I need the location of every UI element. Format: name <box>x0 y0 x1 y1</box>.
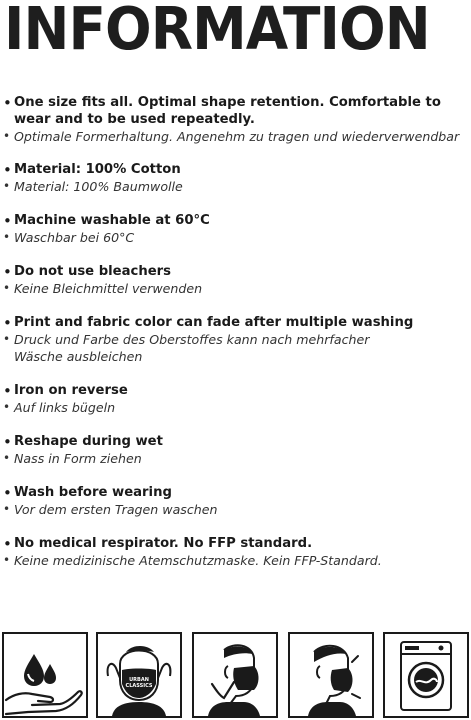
info-text-de: • Nass in Form ziehen <box>14 450 471 467</box>
list-item <box>0 535 471 569</box>
info-text-de: • Material: 100% Baumwolle <box>14 178 471 195</box>
info-text-en: • Iron on reverse <box>14 383 128 398</box>
info-text-en: • One size fits all. Optimal shape retention. Comfortable to wear and to be used repeatedly. <box>14 95 441 127</box>
info-text-de: • Vor dem ersten Tragen waschen <box>14 501 471 518</box>
info-text-en: • Material: 100% Cotton <box>14 162 181 177</box>
info-text-en: • Machine washable at 60°C <box>14 213 210 228</box>
info-text-en: • Wash before wearing <box>14 485 172 500</box>
info-text-en: • No medical respirator. No FFP standard. <box>14 536 313 551</box>
list-item <box>0 263 471 297</box>
care-icons-row <box>0 632 471 720</box>
info-text-de: • Keine medizinische Atemschutzmaske. Kein FFP-Standard. <box>14 552 471 569</box>
info-text-de: • Waschbar bei 60°C <box>14 229 471 246</box>
info-text-de: • Druck und Farbe des Oberstoffes kann nach mehrfacher Wäsche ausbleichen <box>14 331 471 365</box>
svg-text:URBAN: URBAN <box>129 677 149 683</box>
list-item <box>0 94 471 145</box>
hand-washing-drops-icon <box>2 632 88 718</box>
list-item <box>0 484 471 518</box>
person-wearing-printed-mask-icon <box>96 632 182 718</box>
person-adjusting-mask-icon <box>192 632 278 718</box>
info-text-en: • Do not use bleachers <box>14 264 172 279</box>
info-list <box>0 94 471 586</box>
info-text-en: • Reshape during wet <box>14 434 163 449</box>
list-item <box>0 433 471 467</box>
person-mask-side-view-icon <box>288 632 374 718</box>
list-item <box>0 161 471 195</box>
info-text-de: • Auf links bügeln <box>14 399 471 416</box>
info-text-en: • Print and fabric color can fade after multiple washing <box>14 315 414 330</box>
list-item <box>0 212 471 246</box>
svg-text:CLASSICS: CLASSICS <box>125 683 153 689</box>
washing-machine-icon <box>383 632 469 718</box>
info-text-de: • Optimale Formerhaltung. Angenehm zu tragen und wiederverwendbar <box>14 128 471 145</box>
list-item <box>0 382 471 416</box>
info-text-de: • Keine Bleichmittel verwenden <box>14 280 471 297</box>
list-item <box>0 314 471 365</box>
page-title: INFORMATION <box>4 0 430 63</box>
